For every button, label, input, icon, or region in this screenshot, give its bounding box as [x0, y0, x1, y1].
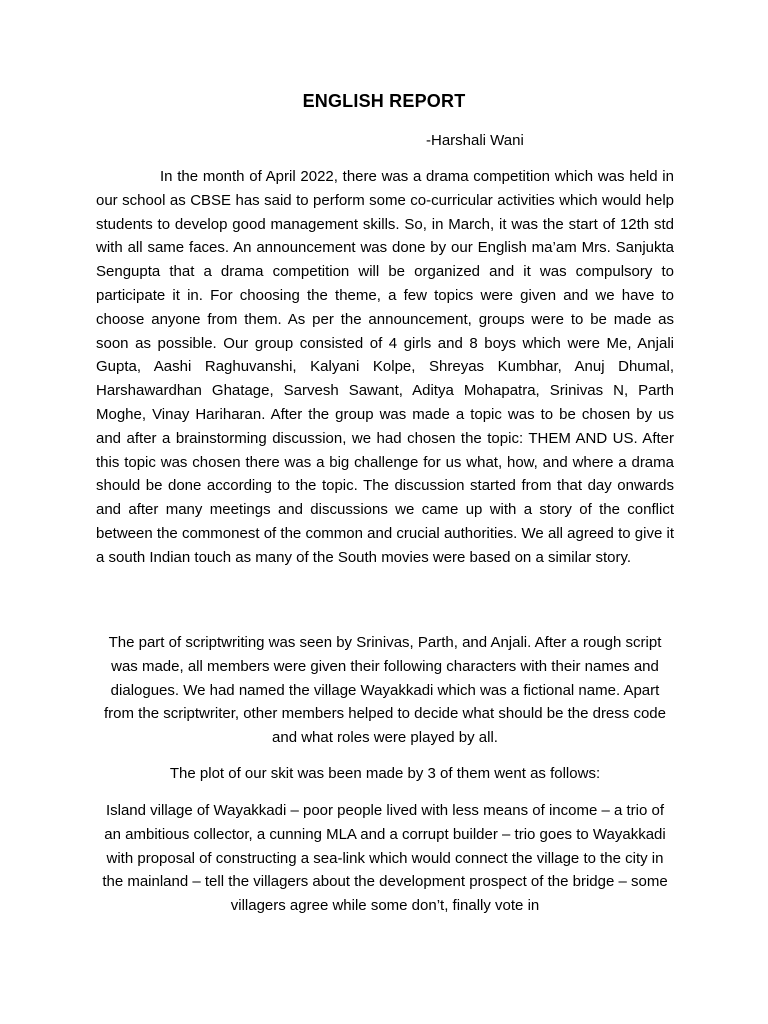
document-title: ENGLISH REPORT [302, 91, 466, 111]
paragraph-scriptwriting: The part of scriptwriting was seen by Srinivas, Parth, and Anjali. After a rough script was made, all members were given their following characters with their names and dialogues. We had named the village Wayakkadi which was a fictional name. Apart from the scriptwriter, other members helped to decide what should be the dress code and what roles were played by all. [104, 634, 666, 747]
document-author: -Harshali Wani [426, 132, 524, 149]
paragraph-plot-intro: The plot of our skit was been made by 3 of them went as follows: [169, 765, 601, 782]
paragraph-intro: In the month of April 2022, there was a drama competition which was held in our school as CBSE has said to perform some co-curricular activities which would help students to develop good management skills. So, in March, it was the start of 12th std with all same faces. An announcement was done by our English ma’am Mrs. Sanjukta Sengupta that a drama competition will be organized and it was compulsory to participate it in. For choosing the theme, a few topics were given and we have to choose anyone from them. As per the announcement, groups were to be made as soon as possible. Our group consisted of 4 girls and 8 boys which were Me, Anjali Gupta, Aashi Raghuvanshi, Kalyani Kolpe, Shreyas Kumbhar, Anuj Dhumal, Harshawardhan Ghatage, Sarvesh Sawant, Aditya Mohapatra, Srinivas N, Parth Moghe, Vinay Hariharan. After the group was made a topic was to be chosen by us and after a brainstorming discussion, we had chosen the topic: THEM AND US. After this topic was chosen there was a big challenge for us what, how, and where a drama should be done according to the topic. The discussion started from that day onwards and after many meetings and discussions we came up with a story of the conflict between the commonest of the common and crucial authorities. We all agreed to give it a south Indian touch as many of the South movies were based on a similar story. [96, 168, 674, 566]
paragraph-plot-summary: Island village of Wayakkadi – poor people lived with less means of income – a trio of an ambitious collector, a cunning MLA and a corrupt builder – trio goes to Wayakkadi with proposal of constructing a sea-link which would connect the village to the city in the mainland – tell the villagers about the development prospect of the bridge – some villagers agree while some don’t, finally vote in [102, 802, 668, 915]
